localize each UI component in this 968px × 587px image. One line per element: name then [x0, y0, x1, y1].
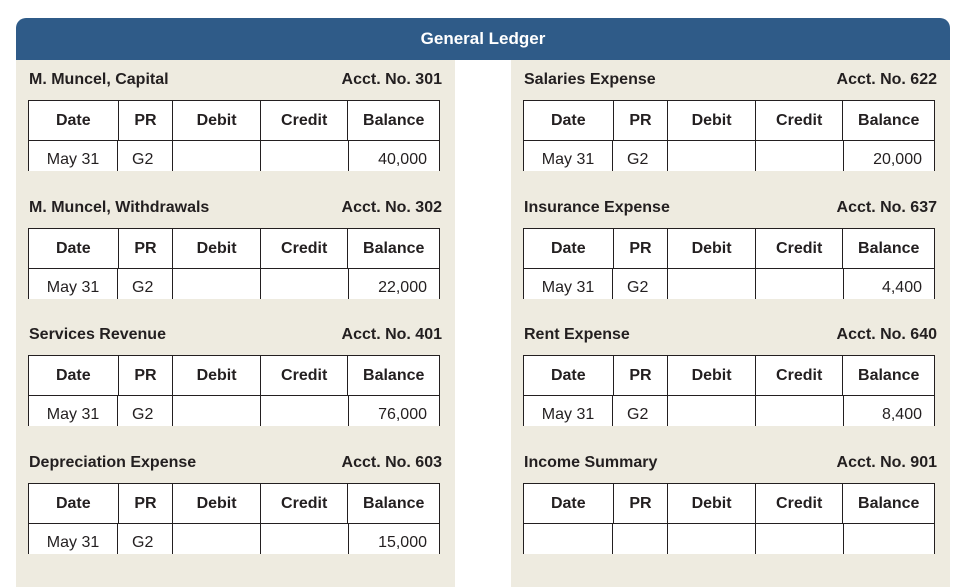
- cell-credit: [756, 141, 844, 171]
- ledger-row: [523, 141, 935, 171]
- cell-pr: G2: [613, 269, 668, 299]
- col-pr: PR: [614, 101, 669, 140]
- ledger-row: [523, 396, 935, 426]
- ledger-row: [28, 269, 440, 299]
- account-number: Acct. No. 640: [836, 326, 937, 343]
- col-date: Date: [29, 356, 119, 395]
- col-pr: PR: [614, 484, 669, 523]
- account-number: Acct. No. 401: [341, 326, 442, 343]
- account-number: Acct. No. 901: [836, 454, 937, 471]
- page-title: General Ledger: [420, 29, 546, 48]
- cell-date: May 31: [523, 396, 613, 426]
- cell-credit: [261, 524, 349, 554]
- cell-debit: [668, 524, 756, 554]
- ledger-row: [28, 524, 440, 554]
- right-panel: [511, 60, 950, 587]
- account-640: [511, 315, 950, 443]
- cell-balance: 8,400: [844, 396, 935, 426]
- cell-balance: 20,000: [844, 141, 935, 171]
- col-pr: PR: [614, 229, 669, 268]
- col-pr: PR: [119, 229, 174, 268]
- account-name: M. Muncel, Capital: [29, 71, 169, 88]
- ledger-row: [28, 396, 440, 426]
- ledger-table: [28, 483, 440, 554]
- col-debit: Debit: [668, 484, 756, 523]
- col-date: Date: [524, 484, 614, 523]
- cell-credit: [756, 396, 844, 426]
- ledger-table: [28, 355, 440, 426]
- cell-debit: [173, 524, 261, 554]
- col-balance: Balance: [363, 239, 425, 257]
- account-number: Acct. No. 603: [341, 454, 442, 471]
- col-credit: Credit: [756, 229, 844, 268]
- cell-debit: [173, 269, 261, 299]
- ledger-header-row: [28, 483, 440, 524]
- col-debit: Debit: [668, 229, 756, 268]
- cell-date: May 31: [28, 269, 118, 299]
- cell-balance: 4,400: [844, 269, 935, 299]
- col-balance: Balance: [363, 111, 425, 129]
- col-balance: Balance: [858, 494, 920, 512]
- ledger-table: [28, 100, 440, 171]
- cell-pr: G2: [613, 141, 668, 171]
- ledger-table: [523, 100, 935, 171]
- col-balance: Balance: [363, 366, 425, 384]
- ledger-header-row: [523, 228, 935, 269]
- ledger-header-row: [28, 228, 440, 269]
- col-credit: Credit: [756, 356, 844, 395]
- account-301: [16, 60, 455, 188]
- cell-date: [523, 524, 613, 554]
- account-name: Salaries Expense: [524, 71, 656, 88]
- cell-date: May 31: [523, 269, 613, 299]
- cell-balance: 40,000: [349, 141, 440, 171]
- col-debit: Debit: [668, 101, 756, 140]
- cell-pr: G2: [118, 396, 173, 426]
- col-date: Date: [524, 229, 614, 268]
- cell-debit: [668, 269, 756, 299]
- col-date: Date: [29, 484, 119, 523]
- account-number: Acct. No. 301: [341, 71, 442, 88]
- cell-date: May 31: [523, 141, 613, 171]
- col-date: Date: [29, 229, 119, 268]
- ledger-table: [523, 355, 935, 426]
- col-pr: PR: [119, 101, 174, 140]
- col-balance: Balance: [363, 494, 425, 512]
- col-credit: Credit: [756, 484, 844, 523]
- account-number: Acct. No. 637: [836, 199, 937, 216]
- col-debit: Debit: [173, 356, 261, 395]
- cell-debit: [668, 141, 756, 171]
- cell-date: May 31: [28, 396, 118, 426]
- cell-pr: G2: [613, 396, 668, 426]
- cell-balance: [844, 524, 935, 554]
- col-pr: PR: [119, 356, 174, 395]
- account-name: Services Revenue: [29, 326, 166, 343]
- col-debit: Debit: [668, 356, 756, 395]
- col-date: Date: [524, 101, 614, 140]
- cell-debit: [668, 396, 756, 426]
- cell-debit: [173, 396, 261, 426]
- account-603: [16, 443, 455, 571]
- ledger-table: [28, 228, 440, 299]
- col-credit: Credit: [756, 101, 844, 140]
- account-401: [16, 315, 455, 443]
- account-name: M. Muncel, Withdrawals: [29, 199, 210, 216]
- ledger-header-row: [28, 100, 440, 141]
- account-637: [511, 188, 950, 316]
- general-ledger-header: [16, 18, 950, 60]
- cell-pr: G2: [118, 269, 173, 299]
- account-name: Insurance Expense: [524, 199, 670, 216]
- cell-balance: 22,000: [349, 269, 440, 299]
- ledger-row: [523, 269, 935, 299]
- account-name: Income Summary: [524, 454, 658, 471]
- col-credit: Credit: [261, 484, 349, 523]
- col-date: Date: [29, 101, 119, 140]
- left-panel: [16, 60, 455, 587]
- ledger-header-row: [28, 355, 440, 396]
- account-number: Acct. No. 622: [836, 71, 937, 88]
- col-date: Date: [524, 356, 614, 395]
- col-balance: Balance: [858, 366, 920, 384]
- ledger-row: [523, 524, 935, 554]
- cell-credit: [261, 269, 349, 299]
- account-302: [16, 188, 455, 316]
- account-name: Rent Expense: [524, 326, 630, 343]
- ledger-header-row: [523, 100, 935, 141]
- col-credit: Credit: [261, 356, 349, 395]
- cell-date: May 31: [28, 524, 118, 554]
- ledger-table: [523, 228, 935, 299]
- col-debit: Debit: [173, 101, 261, 140]
- ledger-header-row: [523, 355, 935, 396]
- col-balance: Balance: [858, 111, 920, 129]
- ledger-table: [523, 483, 935, 554]
- account-name: Depreciation Expense: [29, 454, 197, 471]
- cell-credit: [756, 269, 844, 299]
- cell-credit: [261, 141, 349, 171]
- ledger-header-row: [523, 483, 935, 524]
- cell-credit: [261, 396, 349, 426]
- account-901: [511, 443, 950, 571]
- ledger-row: [28, 141, 440, 171]
- cell-credit: [756, 524, 844, 554]
- account-622: [511, 60, 950, 188]
- cell-date: May 31: [28, 141, 118, 171]
- col-debit: Debit: [173, 484, 261, 523]
- col-credit: Credit: [261, 229, 349, 268]
- col-balance: Balance: [858, 239, 920, 257]
- cell-debit: [173, 141, 261, 171]
- col-pr: PR: [119, 484, 174, 523]
- cell-pr: G2: [118, 141, 173, 171]
- cell-balance: 76,000: [349, 396, 440, 426]
- col-credit: Credit: [261, 101, 349, 140]
- account-number: Acct. No. 302: [341, 199, 442, 216]
- cell-pr: [613, 524, 668, 554]
- col-debit: Debit: [173, 229, 261, 268]
- cell-pr: G2: [118, 524, 173, 554]
- col-pr: PR: [614, 356, 669, 395]
- cell-balance: 15,000: [349, 524, 440, 554]
